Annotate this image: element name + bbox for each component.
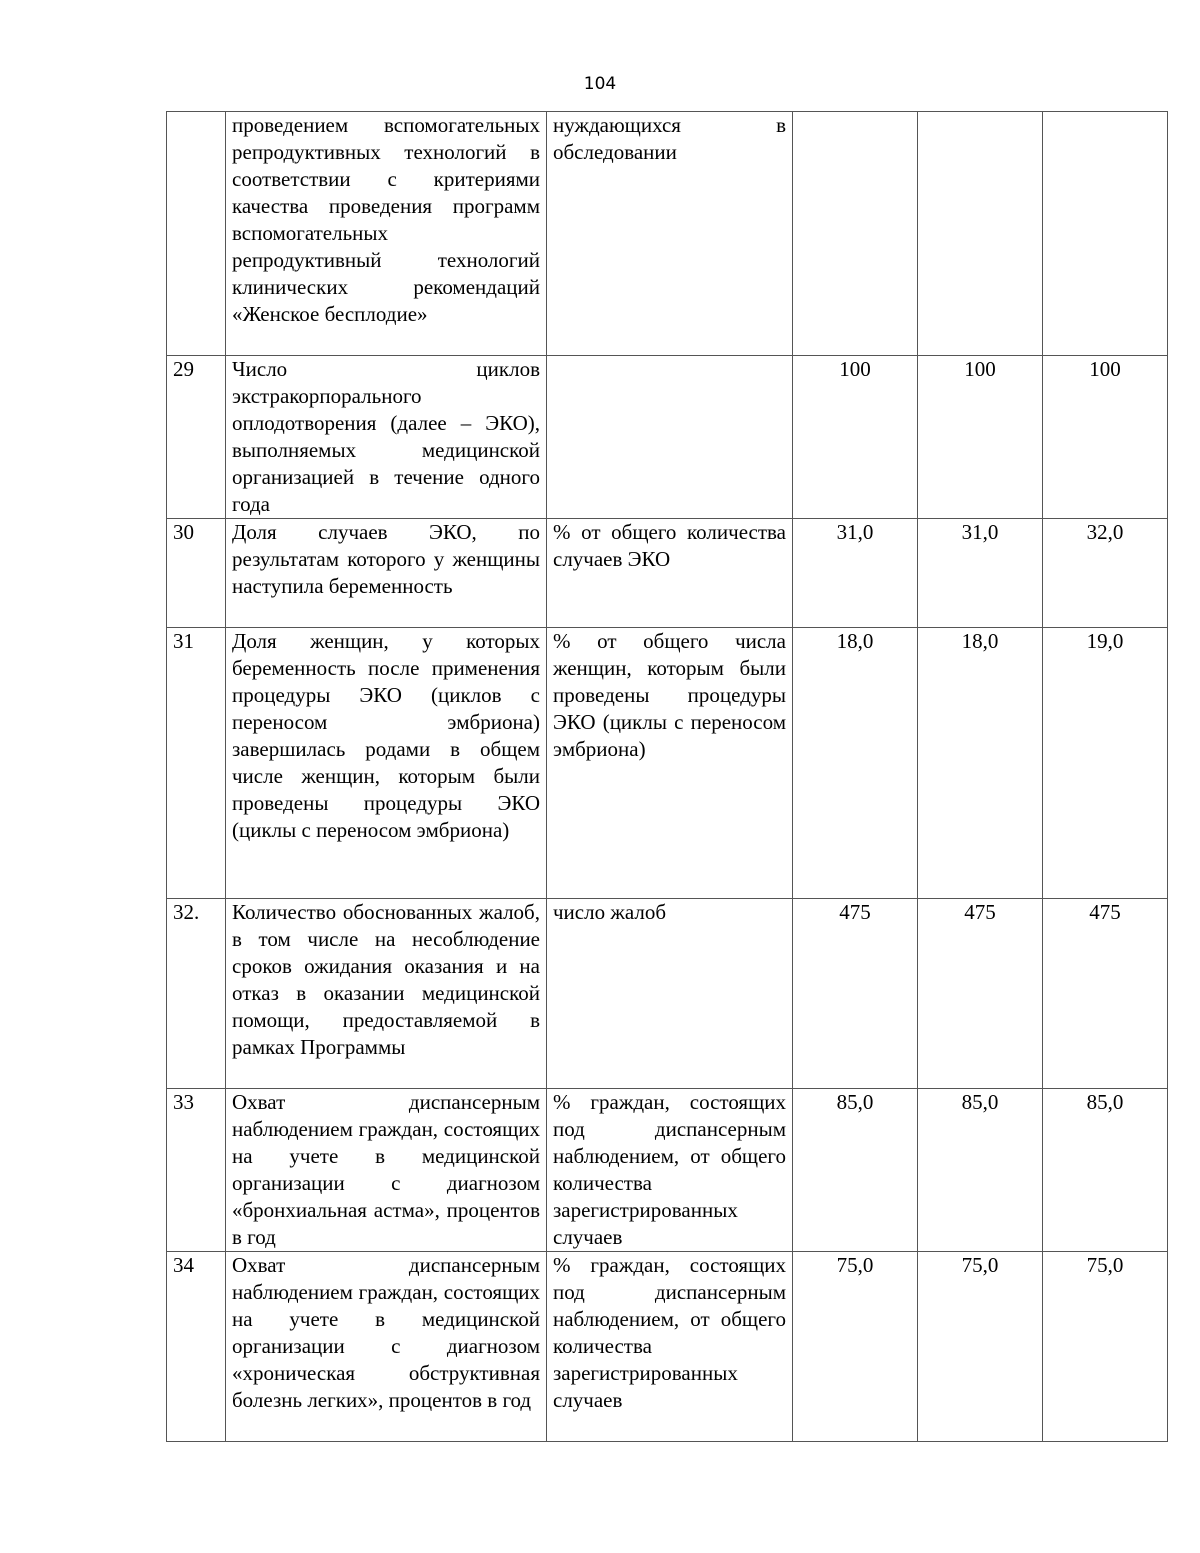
value-year-3: 32,0: [1043, 519, 1168, 628]
row-number: [167, 112, 226, 356]
indicators-table: [166, 111, 1168, 1442]
value-year-1: 75,0: [793, 1252, 918, 1442]
value-year-3: 75,0: [1043, 1252, 1168, 1442]
table-row: [167, 1252, 1168, 1442]
row-number: 34: [167, 1252, 226, 1442]
indicator-name: Число циклов экстракорпорального оплодотворения (далее – ЭКО), выполняемых медицинской организацией в течение одного года: [226, 356, 547, 519]
value-year-2: [918, 112, 1043, 356]
value-year-1: [793, 112, 918, 356]
table-row: [167, 356, 1168, 519]
value-year-2: 75,0: [918, 1252, 1043, 1442]
value-year-2: 18,0: [918, 628, 1043, 899]
row-number: 30: [167, 519, 226, 628]
value-year-1: 85,0: [793, 1089, 918, 1252]
value-year-3: 85,0: [1043, 1089, 1168, 1252]
value-year-2: 31,0: [918, 519, 1043, 628]
indicator-name: Количество обоснованных жалоб, в том числе на несоблюдение сроков ожидания оказания и на отказ в оказании медицинской помощи, предоставляемой в рамках Программы: [226, 899, 547, 1089]
indicator-name: Охват диспансерным наблюдением граждан, состоящих на учете в медицинской организации с диагнозом «бронхиальная астма», процентов в год: [226, 1089, 547, 1252]
unit-of-measure: % от общего числа женщин, которым были проведены процедуры ЭКО (циклы с переносом эмбриона): [547, 628, 793, 899]
value-year-3: 475: [1043, 899, 1168, 1089]
value-year-3: 100: [1043, 356, 1168, 519]
table-row: [167, 899, 1168, 1089]
indicator-name: Охват диспансерным наблюдением граждан, состоящих на учете в медицинской организации с диагнозом «хроническая обструктивная болезнь легких», процентов в год: [226, 1252, 547, 1442]
value-year-3: [1043, 112, 1168, 356]
unit-of-measure: % от общего количества случаев ЭКО: [547, 519, 793, 628]
indicator-name: Доля случаев ЭКО, по результатам которого у женщины наступила беременность: [226, 519, 547, 628]
indicator-name: Доля женщин, у которых беременность после применения процедуры ЭКО (циклов с переносом эмбриона) завершилась родами в общем числе женщин, которым были проведены процедуры ЭКО (циклы с переносом эмбриона): [226, 628, 547, 899]
indicator-name: проведением вспомогательных репродуктивных технологий в соответствии с критериями качества проведения программ вспомогательных репродуктивный технологий клинических рекомендаций «Женское бесплодие»: [226, 112, 547, 356]
table-row: [167, 628, 1168, 899]
value-year-2: 85,0: [918, 1089, 1043, 1252]
unit-of-measure: % граждан, состоящих под диспансерным наблюдением, от общего количества зарегистрированных случаев: [547, 1089, 793, 1252]
page-number: 104: [583, 74, 617, 94]
unit-of-measure: [547, 356, 793, 519]
table-row: [167, 1089, 1168, 1252]
row-number: 29: [167, 356, 226, 519]
unit-of-measure: % граждан, состоящих под диспансерным наблюдением, от общего количества зарегистрированных случаев: [547, 1252, 793, 1442]
value-year-1: 475: [793, 899, 918, 1089]
row-number: 31: [167, 628, 226, 899]
value-year-2: 475: [918, 899, 1043, 1089]
value-year-2: 100: [918, 356, 1043, 519]
value-year-3: 19,0: [1043, 628, 1168, 899]
value-year-1: 31,0: [793, 519, 918, 628]
row-number: 33: [167, 1089, 226, 1252]
unit-of-measure: нуждающихся в обследовании: [547, 112, 793, 356]
value-year-1: 100: [793, 356, 918, 519]
value-year-1: 18,0: [793, 628, 918, 899]
row-number: 32.: [167, 899, 226, 1089]
unit-of-measure: число жалоб: [547, 899, 793, 1089]
table-row: [167, 519, 1168, 628]
table-row: [167, 112, 1168, 356]
